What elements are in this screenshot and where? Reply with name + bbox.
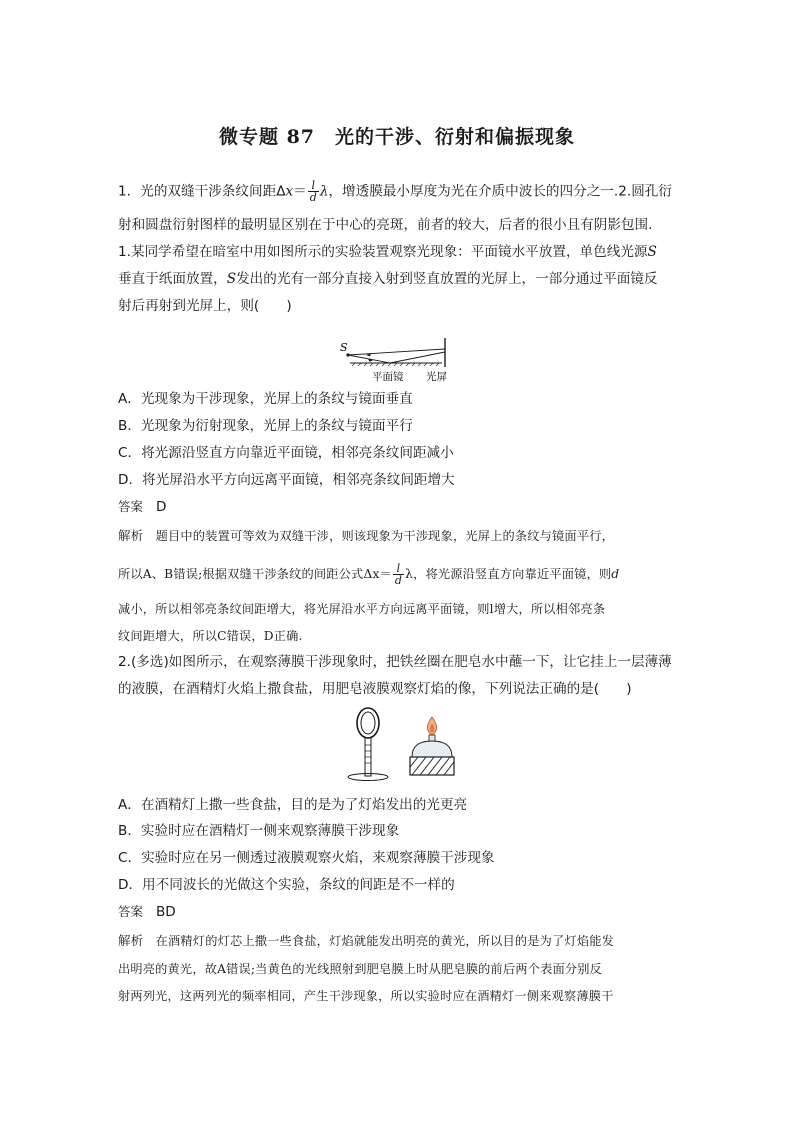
incident-ray — [348, 355, 390, 363]
q1-fraction-denominator: d — [394, 574, 403, 587]
q1-option-b: B．光现象为衍射现象，光屏上的条纹与镜面平行 — [118, 418, 413, 434]
page-title: 微专题 87 光的干涉、衍射和偏振现象 — [218, 126, 576, 148]
q1-analysis-line-1 — [118, 527, 614, 545]
q1-analysis-line-2 — [118, 563, 619, 586]
formula-fraction — [308, 180, 319, 203]
figure-label-mirror: 平面镜 — [372, 371, 404, 383]
q2-option-d: D．用不同波长的光做这个实验，条纹的间距是不一样的 — [118, 877, 455, 893]
q2-stem-line-2: 的液膜，在酒精灯火焰上撒食盐，用肥皂液膜观察灯焰的像，下列说法正确的是( ) — [118, 681, 632, 697]
q2-analysis-text-1: 在酒精灯的灯芯上撒一些食盐，灯焰就能发出明亮的黄光，所以目的是为了灯焰能发 — [155, 934, 614, 948]
q1-fraction-numerator: l — [393, 563, 404, 575]
q1-answer-value: D — [155, 499, 167, 515]
q2-option-a: A．在酒精灯上撒一些食盐，目的是为了灯焰发出的光更亮 — [118, 797, 468, 813]
q2-figure-film-lamp — [340, 705, 460, 785]
direct-ray — [348, 349, 445, 355]
formula-delta: Δ — [276, 183, 286, 200]
q1-analysis-text-1: 题目中的装置可等效为双缝干涉，则该现象为干涉现象，光屏上的条纹与镜面平行， — [155, 529, 614, 543]
fraction-numerator: l — [308, 180, 319, 192]
q1-stem-line-2 — [118, 270, 657, 288]
q1-stem-text-2a: 垂直于纸面放置， — [118, 271, 227, 287]
summary-line-2: 射和圆盘衍射图样的最明显区别在于中心的亮斑，前者的较大，后者的很小且有阴影包围. — [118, 217, 653, 233]
q2-option-c: C．实验时应在另一侧透过液膜观察火焰，来观察薄膜干涉现象 — [118, 850, 495, 866]
summary-text-b: ，增透膜最小厚度为光在介质中波长的四分之一.2.圆孔衍 — [328, 183, 672, 200]
q1-analysis-fraction — [393, 563, 404, 586]
fraction-denominator: d — [309, 191, 317, 204]
q1-analysis-text-2b: λ，将光源沿竖直方向靠近平面镜，则 — [405, 567, 612, 581]
figure-label-screen: 光屏 — [426, 371, 447, 383]
q1-analysis-line-4: 纹间距增大，所以C错误，D正确. — [118, 629, 303, 643]
q1-answer-label: 答案 — [118, 499, 144, 514]
q1-analysis-line-3: 减小，所以相邻亮条纹间距增大，将光屏沿水平方向远离平面镜，则l增大，所以相邻亮条 — [118, 602, 606, 616]
q1-stem-text-1: 1.某同学希望在暗室中用如图所示的实验装置观察光现象：平面镜水平放置，单色线光源 — [118, 244, 648, 260]
loop-stand-base — [348, 774, 388, 781]
q1-stem-text-2b: 发出的光有一部分直接入射到竖直放置的光屏上，一部分通过平面镜反 — [236, 271, 658, 287]
q1-source-symbol-2: S — [226, 271, 237, 287]
q1-option-c: C．将光源沿竖直方向靠近平面镜，相邻亮条纹间距减小 — [118, 445, 454, 461]
q2-answer-value: BD — [155, 904, 176, 920]
q1-answer-row — [118, 498, 166, 516]
q1-figure-mirror-setup — [330, 335, 470, 385]
q2-analysis-line-3: 射两列光，这两列光的频率相同，产生干涉现象，所以实验时应在酒精灯一侧来观察薄膜干 — [118, 989, 614, 1003]
reflected-ray — [390, 352, 445, 363]
q2-answer-label: 答案 — [118, 904, 144, 919]
q2-stem-line-1: 2.(多选)如图所示，在观察薄膜干涉现象时，把铁丝圈在肥皂水中蘸一下，让它挂上一层薄薄 — [118, 654, 672, 670]
q1-analysis-symbol-d: d — [611, 567, 620, 581]
wire-loop-inner — [361, 712, 375, 734]
formula-x: x — [285, 183, 294, 200]
q1-option-d: D．将光屏沿水平方向远离平面镜，相邻亮条纹间距增大 — [118, 472, 455, 488]
q1-analysis-label: 解析 — [118, 528, 144, 543]
q1-stem-line-3: 射后再射到光屏上，则( ) — [118, 298, 292, 314]
q1-option-a: A．光现象为干涉现象，光屏上的条纹与镜面垂直 — [118, 391, 413, 407]
q2-answer-row — [118, 903, 176, 921]
q1-analysis-text-2a: 所以A、B错误;根据双缝干涉条纹的间距公式Δx＝ — [118, 567, 392, 581]
q2-analysis-label: 解析 — [118, 933, 144, 948]
q2-analysis-line-1 — [118, 932, 614, 950]
summary-line-1 — [118, 180, 672, 203]
q1-stem-line-1 — [118, 243, 657, 261]
q2-analysis-line-2: 出明亮的黄光，故A错误;当黄色的光线照射到肥皂膜上时从肥皂膜的前后两个表面分别反 — [118, 962, 603, 976]
summary-text-a: 1．光的双缝干涉条纹间距 — [118, 183, 277, 200]
q2-option-b: B．实验时应在酒精灯一侧来观察薄膜干涉现象 — [118, 823, 400, 839]
formula-lambda: λ — [319, 183, 329, 200]
figure-label-s: S — [340, 341, 348, 354]
alcohol-lamp-body — [412, 741, 452, 757]
formula-eq: ＝ — [293, 183, 307, 200]
q1-source-symbol: S — [647, 244, 657, 260]
